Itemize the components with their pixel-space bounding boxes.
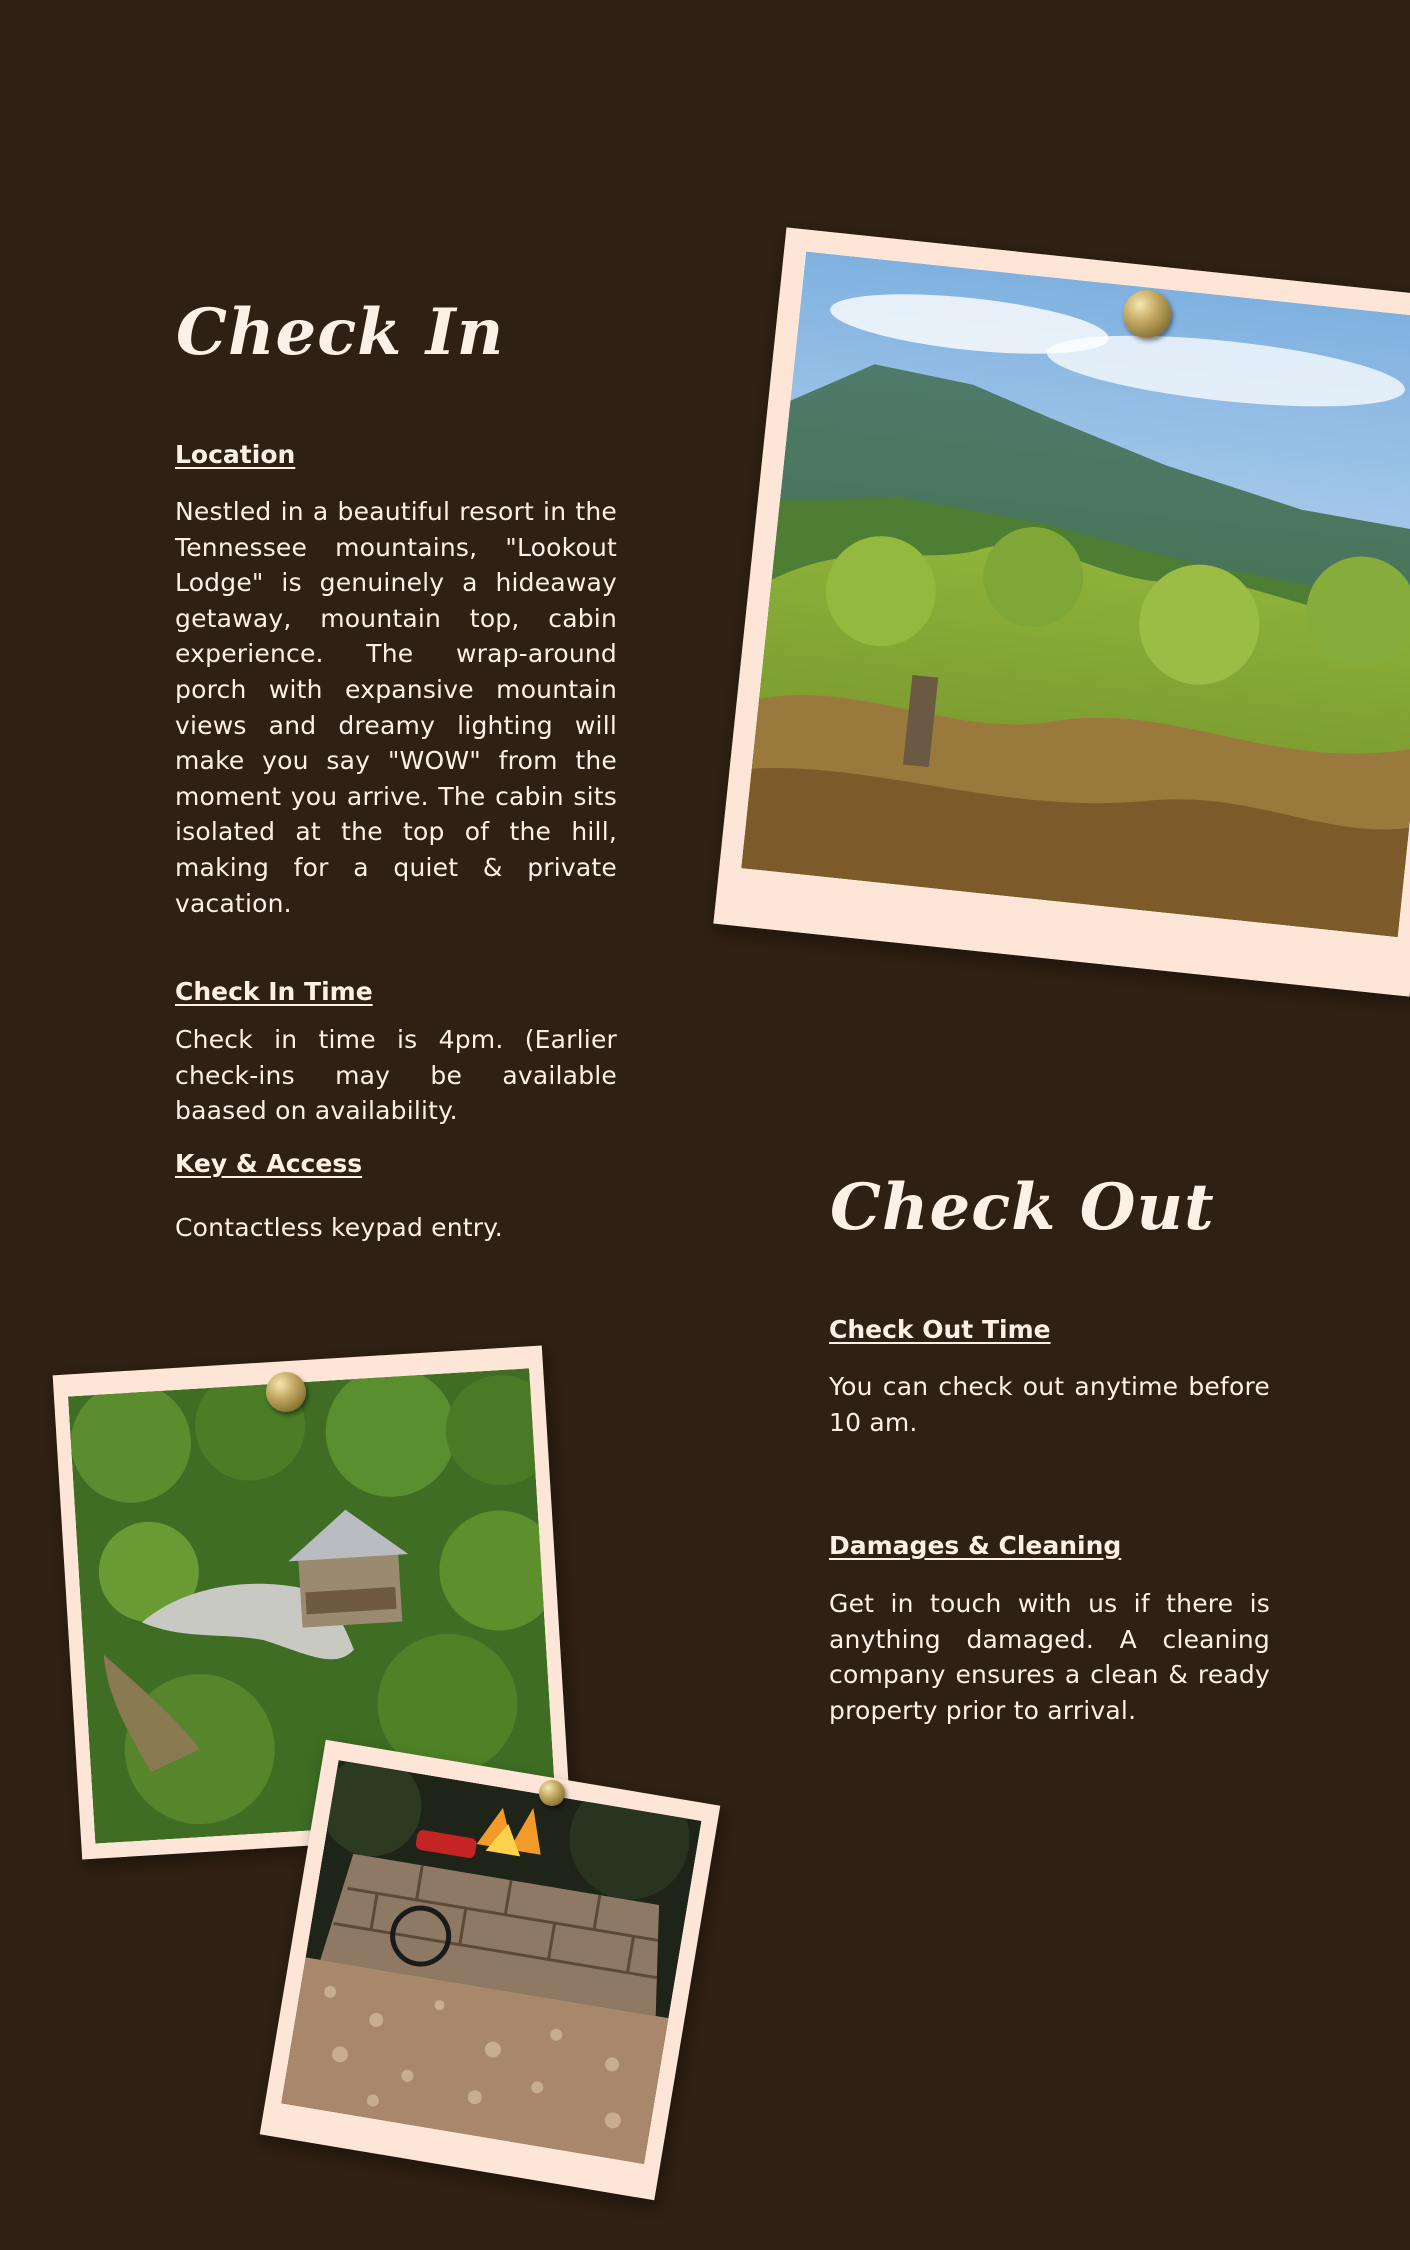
- check-out-time-heading: Check Out Time: [829, 1315, 1051, 1344]
- check-in-time-text: Check in time is 4pm. (Earlier check-ins may be available baased on availability.: [175, 1025, 617, 1126]
- mountain-view-polaroid: [713, 227, 1410, 996]
- key-access-text: Contactless keypad entry.: [175, 1213, 503, 1242]
- mountain-view-photo: [741, 252, 1410, 938]
- location-heading: Location: [175, 440, 296, 469]
- location-text: Nestled in a beautiful resort in the Tennessee mountains, "Lookout Lodge" is genuinely a hideaway getaway, mountain top, cabin experience. The wrap-around porch with expansive mountain views and dreamy lighting will make you say "WOW" from the moment you arrive. The cabin sits isolated at the top of the hill, making for a quiet & private vacation.: [175, 497, 617, 918]
- pin-icon: [539, 1780, 565, 1806]
- check-out-time-text: You can check out anytime before 10 am.: [829, 1372, 1270, 1437]
- damages-heading: Damages & Cleaning: [829, 1531, 1122, 1560]
- check-out-title: Check Out: [830, 1170, 1215, 1245]
- check-in-time-heading: Check In Time: [175, 977, 373, 1006]
- pin-icon: [266, 1372, 306, 1412]
- key-access-heading: Key & Access: [175, 1149, 363, 1178]
- check-in-title: Check In: [176, 295, 505, 370]
- fire-pit-photo: [281, 1760, 701, 2164]
- fire-pit-polaroid: [260, 1740, 721, 2201]
- damages-text: Get in touch with us if there is anything damaged. A cleaning company ensures a clean & ready property prior to arrival.: [829, 1589, 1270, 1725]
- pin-icon: [1123, 290, 1171, 338]
